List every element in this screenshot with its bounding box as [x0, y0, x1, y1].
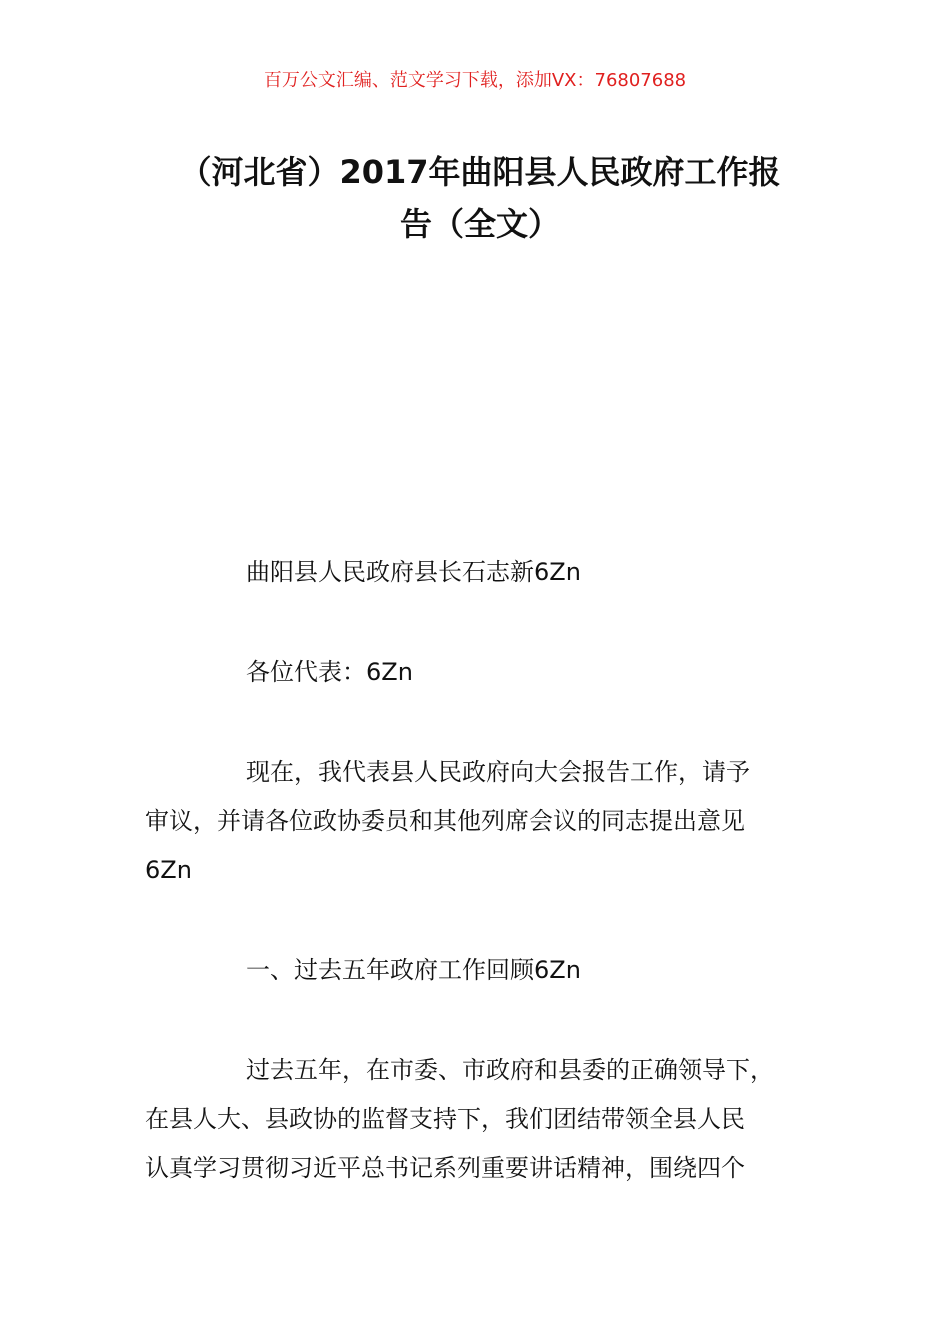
title-line-2: 告（全文）	[399, 205, 560, 243]
paragraph-1-line-1: 现在，我代表县人民政府向大会报告工作，请予	[246, 758, 750, 786]
title-line-1: （河北省）2017年曲阳县人民政府工作报	[179, 153, 781, 191]
paragraph-2-line-1: 过去五年，在市委、市政府和县委的正确领导下，	[246, 1056, 774, 1084]
author-line: 曲阳县人民政府县长石志新6Zn	[246, 558, 581, 586]
document-title	[150, 146, 810, 250]
paragraph-1-line-2: 审议，并请各位政协委员和其他列席会议的同志提出意见	[145, 807, 745, 835]
salutation: 各位代表：6Zn	[246, 658, 413, 686]
paragraph-2-line-2: 在县人大、县政协的监督支持下，我们团结带领全县人民	[145, 1105, 745, 1133]
section-heading: 一、过去五年政府工作回顾6Zn	[246, 956, 581, 984]
header-note: 百万公文汇编、范文学习下载，添加VX：76807688	[263, 70, 687, 91]
paragraph-1-line-3: 6Zn	[145, 856, 192, 884]
paragraph-2-line-3: 认真学习贯彻习近平总书记系列重要讲话精神，围绕四个	[145, 1154, 745, 1182]
